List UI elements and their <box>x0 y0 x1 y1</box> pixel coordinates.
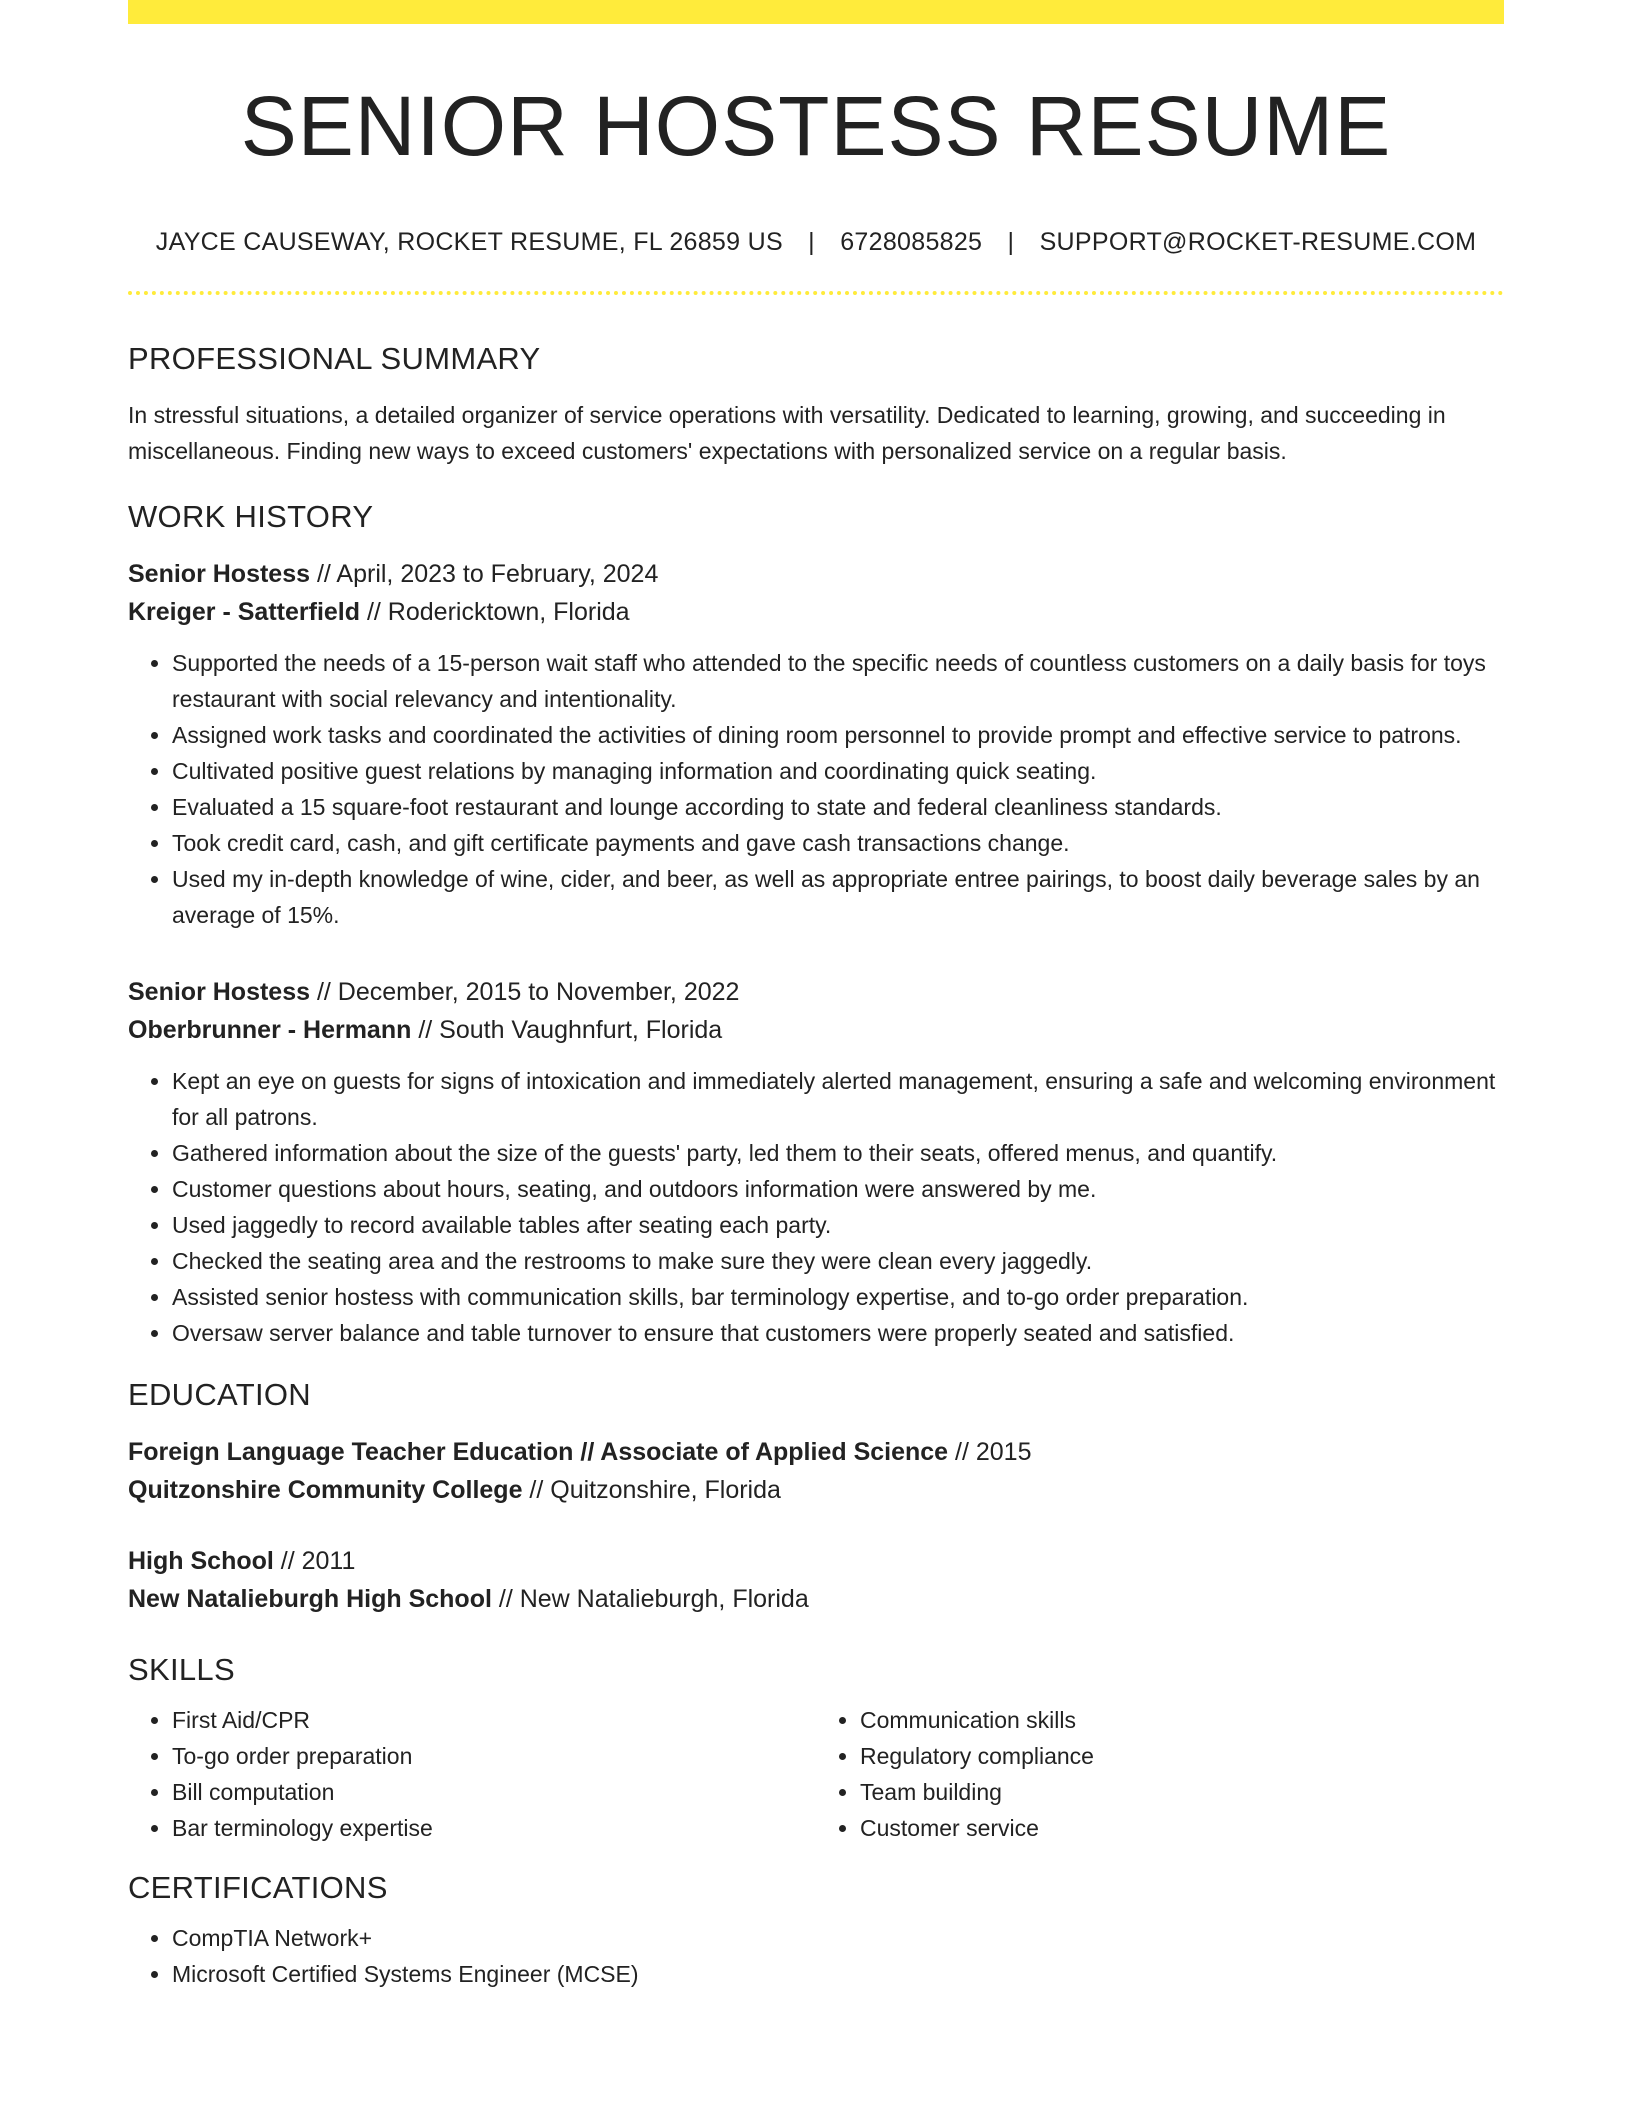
work-history-heading: WORK HISTORY <box>128 499 374 535</box>
job-entry <box>128 555 1504 933</box>
dotted-divider <box>128 291 1504 295</box>
skills-list-right <box>816 1702 1504 1846</box>
job-title: Senior Hostess <box>128 560 311 589</box>
contact-line <box>128 228 1504 257</box>
education-year: // 2015 <box>948 1438 1032 1467</box>
certification-item: • CompTIA Network+ <box>172 1920 1504 1956</box>
job-title-line <box>128 555 1504 593</box>
skills-columns <box>128 1702 1504 1846</box>
skill-item: • Bar terminology expertise <box>172 1810 816 1846</box>
job-title: Senior Hostess <box>128 978 311 1007</box>
contact-email: SUPPORT@ROCKET-RESUME.COM <box>1039 228 1477 257</box>
job-bullet: • Assigned work tasks and coordinated the activities of dining room personnel to provide prompt and effective service to patrons. <box>172 717 1504 753</box>
education-school-line <box>128 1580 1504 1618</box>
job-bullet: • Customer questions about hours, seating, and outdoors information were answered by me. <box>172 1171 1504 1207</box>
job-bullet: • Used my in-depth knowledge of wine, cider, and beer, as well as appropriate entree pairings, to boost daily beverage sales by an average of 15%. <box>172 861 1504 933</box>
job-company: Kreiger - Satterfield <box>128 598 361 627</box>
job-bullet: • Used jaggedly to record available tables after seating each party. <box>172 1207 1504 1243</box>
job-dates: // December, 2015 to November, 2022 <box>310 978 740 1007</box>
skills-heading: SKILLS <box>128 1652 235 1688</box>
job-location: // South Vaughnfurt, Florida <box>411 1016 723 1045</box>
job-bullet: • Oversaw server balance and table turnover to ensure that customers were properly seated and satisfied. <box>172 1315 1504 1351</box>
job-bullets <box>128 645 1504 933</box>
education-location: // Quitzonshire, Florida <box>522 1476 781 1505</box>
job-bullets <box>128 1063 1504 1351</box>
education-degree: Foreign Language Teacher Education // Associate of Applied Science <box>128 1438 949 1467</box>
skills-list-left <box>128 1702 816 1846</box>
resume-title: SENIOR HOSTESS RESUME <box>240 79 1392 173</box>
job-bullet: • Assisted senior hostess with communication skills, bar terminology expertise, and to-go order preparation. <box>172 1279 1504 1315</box>
job-bullet: • Gathered information about the size of the guests' party, led them to their seats, offered menus, and quantify. <box>172 1135 1504 1171</box>
resume-page <box>128 0 1504 1992</box>
job-dates: // April, 2023 to February, 2024 <box>310 560 659 589</box>
skill-item: • Communication skills <box>860 1702 1504 1738</box>
job-company-line <box>128 593 1504 631</box>
job-location: // Rodericktown, Florida <box>360 598 630 627</box>
contact-phone: 6728085825 <box>840 228 983 257</box>
education-entry <box>128 1433 1504 1509</box>
education-entry <box>128 1542 1504 1618</box>
skill-item: • Regulatory compliance <box>860 1738 1504 1774</box>
education-heading: EDUCATION <box>128 1377 311 1413</box>
contact-separator: | <box>1007 228 1015 257</box>
job-bullet: • Supported the needs of a 15-person wait staff who attended to the specific needs of countless customers on a daily basis for toys restaurant with social relevancy and intentionality. <box>172 645 1504 717</box>
job-company-line <box>128 1011 1504 1049</box>
job-company: Oberbrunner - Hermann <box>128 1016 412 1045</box>
job-entry <box>128 973 1504 1351</box>
contact-address: JAYCE CAUSEWAY, ROCKET RESUME, FL 26859 US <box>155 228 783 257</box>
education-degree-line <box>128 1542 1504 1580</box>
education-school: Quitzonshire Community College <box>128 1476 523 1505</box>
skill-item: • To-go order preparation <box>172 1738 816 1774</box>
education-school-line <box>128 1471 1504 1509</box>
job-bullet: • Cultivated positive guest relations by managing information and coordinating quick seating. <box>172 753 1504 789</box>
certifications-list <box>128 1920 1504 1992</box>
education-degree-line <box>128 1433 1504 1471</box>
certification-item: • Microsoft Certified Systems Engineer (MCSE) <box>172 1956 1504 1992</box>
education-degree: High School <box>128 1547 274 1576</box>
education-year: // 2011 <box>273 1547 356 1576</box>
job-bullet: • Took credit card, cash, and gift certificate payments and gave cash transactions change. <box>172 825 1504 861</box>
job-bullet: • Kept an eye on guests for signs of intoxication and immediately alerted management, ensuring a safe and welcoming environment for all patrons. <box>172 1063 1504 1135</box>
skill-item: • Team building <box>860 1774 1504 1810</box>
top-accent-bar <box>128 0 1504 24</box>
job-bullet: • Evaluated a 15 square-foot restaurant and lounge according to state and federal cleanliness standards. <box>172 789 1504 825</box>
education-location: // New Natalieburgh, Florida <box>491 1585 809 1614</box>
education-school: New Natalieburgh High School <box>128 1585 492 1614</box>
skill-item: • Bill computation <box>172 1774 816 1810</box>
skill-item: • First Aid/CPR <box>172 1702 816 1738</box>
summary-text: In stressful situations, a detailed organizer of service operations with versatility. Dedicated to learning, growing, and succeeding in miscellaneous. Finding new ways to exceed customers' expectations with personalized service on a regular basis. <box>128 402 1446 465</box>
job-bullet: • Checked the seating area and the restrooms to make sure they were clean every jaggedly. <box>172 1243 1504 1279</box>
certifications-heading: CERTIFICATIONS <box>128 1870 388 1906</box>
job-title-line <box>128 973 1504 1011</box>
contact-separator: | <box>808 228 815 257</box>
skill-item: • Customer service <box>860 1810 1504 1846</box>
summary-heading: PROFESSIONAL SUMMARY <box>128 341 541 377</box>
